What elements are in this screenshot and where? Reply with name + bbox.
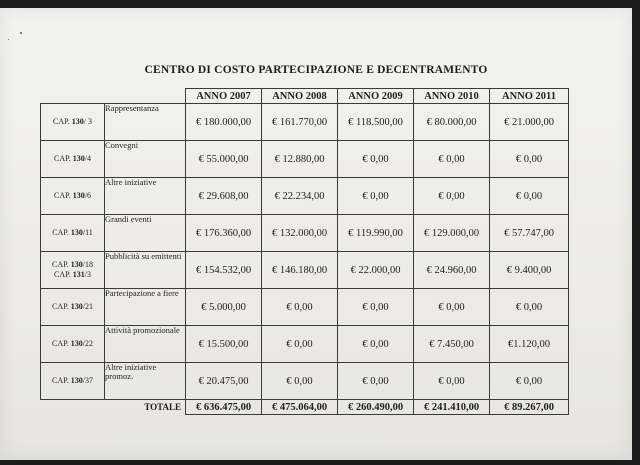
amount-cell: € 20.475,00 (186, 363, 262, 400)
chapter-code (41, 178, 105, 215)
chapter-code-part: 130 (70, 376, 83, 385)
header-row (41, 89, 569, 104)
chapter-code-part: /3 (84, 270, 91, 279)
amount-cell: € 9.400,00 (490, 252, 569, 289)
chapter-code-part: 130 (72, 191, 85, 200)
amount-cell: € 22.000,00 (338, 252, 414, 289)
table-row (41, 215, 569, 252)
document-page (0, 8, 632, 460)
cost-table (40, 88, 569, 415)
chapter-code-part: 130 (72, 154, 85, 163)
chapter-code-part: 130 (71, 117, 84, 126)
amount-cell: € 29.608,00 (186, 178, 262, 215)
chapter-code (41, 141, 105, 178)
amount-cell: € 0,00 (414, 178, 490, 215)
chapter-code (41, 363, 105, 400)
amount-cell: € 0,00 (414, 141, 490, 178)
year-header: ANNO 2011 (490, 89, 569, 104)
amount-cell: € 0,00 (338, 326, 414, 363)
year-header: ANNO 2008 (262, 89, 338, 104)
amount-cell: € 0,00 (338, 289, 414, 326)
expense-description: Altre iniziative promoz. (105, 363, 186, 400)
chapter-code-part: 130 (70, 260, 83, 269)
year-header: ANNO 2010 (414, 89, 490, 104)
amount-cell: € 55.000,00 (186, 141, 262, 178)
chapter-code-part: CAP. (52, 302, 71, 311)
chapter-code-line (41, 376, 104, 386)
amount-cell: € 0,00 (262, 326, 338, 363)
chapter-code-line (41, 228, 104, 238)
expense-description: Partecipazione a fiere (105, 289, 186, 326)
chapter-code-part: CAP. (52, 339, 71, 348)
chapter-code-part: 130 (70, 228, 83, 237)
amount-cell: € 129.000,00 (414, 215, 490, 252)
header-blank (41, 89, 186, 104)
chapter-code-part: CAP. (52, 260, 71, 269)
amount-cell: € 12.880,00 (262, 141, 338, 178)
chapter-code-line (41, 339, 104, 349)
amount-cell: € 0,00 (490, 363, 569, 400)
total-value: € 636.475,00 (186, 400, 262, 415)
expense-description: Convegni (105, 141, 186, 178)
amount-cell: € 119.990,00 (338, 215, 414, 252)
chapter-code-part: CAP. (53, 117, 72, 126)
year-header: ANNO 2009 (338, 89, 414, 104)
chapter-code-part: /37 (82, 376, 93, 385)
chapter-code-part: / 3 (83, 117, 92, 126)
chapter-code-part: CAP. (52, 228, 71, 237)
chapter-code-part: CAP. (52, 376, 71, 385)
total-value: € 241.410,00 (414, 400, 490, 415)
expense-description: Rappresentanza (105, 104, 186, 141)
amount-cell: € 0,00 (490, 141, 569, 178)
chapter-code (41, 252, 105, 289)
table-row (41, 326, 569, 363)
chapter-code-part: /11 (82, 228, 93, 237)
chapter-code-line (41, 117, 104, 127)
chapter-code (41, 215, 105, 252)
amount-cell: € 24.960,00 (414, 252, 490, 289)
amount-cell: € 118.500,00 (338, 104, 414, 141)
expense-description: Grandi eventi (105, 215, 186, 252)
amount-cell: € 0,00 (262, 289, 338, 326)
table-row (41, 141, 569, 178)
chapter-code (41, 289, 105, 326)
document-title: CENTRO DI COSTO PARTECIPAZIONE E DECENTRAMENTO (144, 64, 488, 76)
amount-cell: € 146.180,00 (262, 252, 338, 289)
amount-cell: € 0,00 (338, 141, 414, 178)
chapter-code-line (41, 191, 104, 201)
chapter-code-line (41, 270, 104, 280)
total-row (41, 400, 569, 415)
amount-cell: € 0,00 (262, 363, 338, 400)
table-row (41, 104, 569, 141)
chapter-code-part: /4 (84, 154, 91, 163)
amount-cell: € 0,00 (338, 363, 414, 400)
total-label: TOTALE (41, 400, 186, 415)
amount-cell: € 154.532,00 (186, 252, 262, 289)
table-row (41, 363, 569, 400)
amount-cell: € 132.000,00 (262, 215, 338, 252)
chapter-code-part: CAP. (54, 270, 73, 279)
table-row (41, 178, 569, 215)
expense-description: Attività promozionale (105, 326, 186, 363)
amount-cell: € 7.450,00 (414, 326, 490, 363)
chapter-code-line (41, 302, 104, 312)
chapter-code-part: 130 (70, 302, 83, 311)
chapter-code-part: /22 (82, 339, 93, 348)
scan-speck (8, 39, 9, 40)
amount-cell: € 57.747,00 (490, 215, 569, 252)
amount-cell: € 0,00 (414, 363, 490, 400)
chapter-code (41, 326, 105, 363)
chapter-code-part: CAP. (54, 154, 73, 163)
chapter-code (41, 104, 105, 141)
chapter-code-line (41, 154, 104, 164)
amount-cell: € 15.500,00 (186, 326, 262, 363)
chapter-code-part: 131 (72, 270, 85, 279)
amount-cell: € 0,00 (414, 289, 490, 326)
amount-cell: € 180.000,00 (186, 104, 262, 141)
chapter-code-part: /6 (84, 191, 91, 200)
amount-cell: € 21.000,00 (490, 104, 569, 141)
amount-cell: € 0,00 (490, 178, 569, 215)
chapter-code-part: CAP. (54, 191, 73, 200)
chapter-code-part: /18 (82, 260, 93, 269)
total-value: € 260.490,00 (338, 400, 414, 415)
total-value: € 89.267,00 (490, 400, 569, 415)
year-header: ANNO 2007 (186, 89, 262, 104)
expense-description: Altre iniziative (105, 178, 186, 215)
chapter-code-part: 130 (70, 339, 83, 348)
amount-cell: €1.120,00 (490, 326, 569, 363)
amount-cell: € 5.000,00 (186, 289, 262, 326)
amount-cell: € 0,00 (490, 289, 569, 326)
amount-cell: € 176.360,00 (186, 215, 262, 252)
scan-speck (20, 32, 22, 34)
amount-cell: € 161.770,00 (262, 104, 338, 141)
total-value: € 475.064,00 (262, 400, 338, 415)
amount-cell: € 80.000,00 (414, 104, 490, 141)
table-row (41, 252, 569, 289)
amount-cell: € 0,00 (338, 178, 414, 215)
chapter-code-line (41, 260, 104, 270)
chapter-code-part: /21 (82, 302, 93, 311)
table-row (41, 289, 569, 326)
expense-description: Pubblicità su emittenti (105, 252, 186, 289)
amount-cell: € 22.234,00 (262, 178, 338, 215)
